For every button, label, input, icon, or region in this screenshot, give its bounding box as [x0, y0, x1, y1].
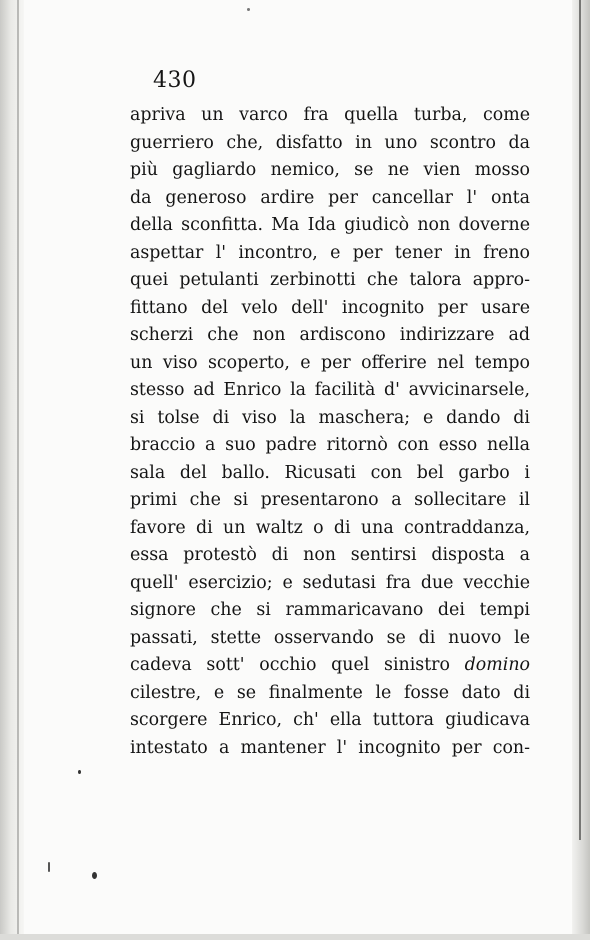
text-line: da generoso ardire per cancellar l' onta	[130, 187, 530, 208]
page-bottom-edge	[0, 934, 590, 940]
text-line: un viso scoperto, e per offerire nel tempo	[130, 352, 530, 373]
italic-word: domino	[464, 655, 530, 675]
text-line: quell' esercizio; e sedutasi fra due vecchie	[130, 572, 530, 593]
text-line: essa protestò di non sentirsi disposta a	[130, 545, 530, 565]
scan-speck	[48, 862, 50, 872]
text-line: stesso ad Enrico la facilità d' avvicinarsele,	[130, 380, 530, 400]
text-line: si tolse di viso la maschera; e dando di	[130, 407, 530, 428]
text-line: quei petulanti zerbinotti che talora appro-	[130, 270, 530, 290]
text-line: aspettar l' incontro, e per tener in freno	[130, 242, 530, 263]
text-line: primi che si presentarono a sollecitare il	[130, 490, 530, 510]
text-line: scorgere Enrico, ch' ella tuttora giudicava	[130, 710, 530, 730]
text-line	[130, 652, 530, 680]
text-line: passati, stette osservando se di nuovo le	[130, 627, 530, 648]
text-line: scherzi che non ardiscono indirizzare ad	[130, 325, 530, 345]
scan-speck	[92, 872, 97, 879]
text-line: sala del ballo. Ricusati con bel garbo i	[130, 462, 530, 483]
text-line-roman: cadeva sott' occhio quel sinistro	[130, 655, 465, 675]
text-line: signore che si rammaricavano dei tempi	[130, 600, 530, 620]
body-text	[130, 102, 530, 762]
page-number: 430	[153, 68, 197, 93]
text-line: guerriero che, disfatto in uno scontro da	[130, 132, 530, 153]
page-edge-line	[579, 0, 581, 840]
text-line: intestato a mantener l' incognito per con-	[130, 737, 530, 758]
text-line: fittano del velo dell' incognito per usare	[130, 297, 530, 318]
scan-speck	[247, 8, 250, 11]
text-line: più gagliardo nemico, se ne vien mosso	[130, 160, 530, 180]
text-line: favore di un waltz o di una contraddanza,	[130, 517, 530, 538]
binding-fold-line	[17, 0, 19, 940]
binding-gutter	[0, 0, 24, 940]
page-right-edge	[572, 0, 590, 940]
scan-speck	[78, 770, 81, 774]
text-line: cilestre, e se finalmente le fosse dato di	[130, 682, 530, 703]
text-line: braccio a suo padre ritornò con esso nella	[130, 435, 530, 455]
text-line: apriva un varco fra quella turba, come	[130, 105, 530, 125]
text-line: della sconfitta. Ma Ida giudicò non doverne	[130, 215, 530, 235]
